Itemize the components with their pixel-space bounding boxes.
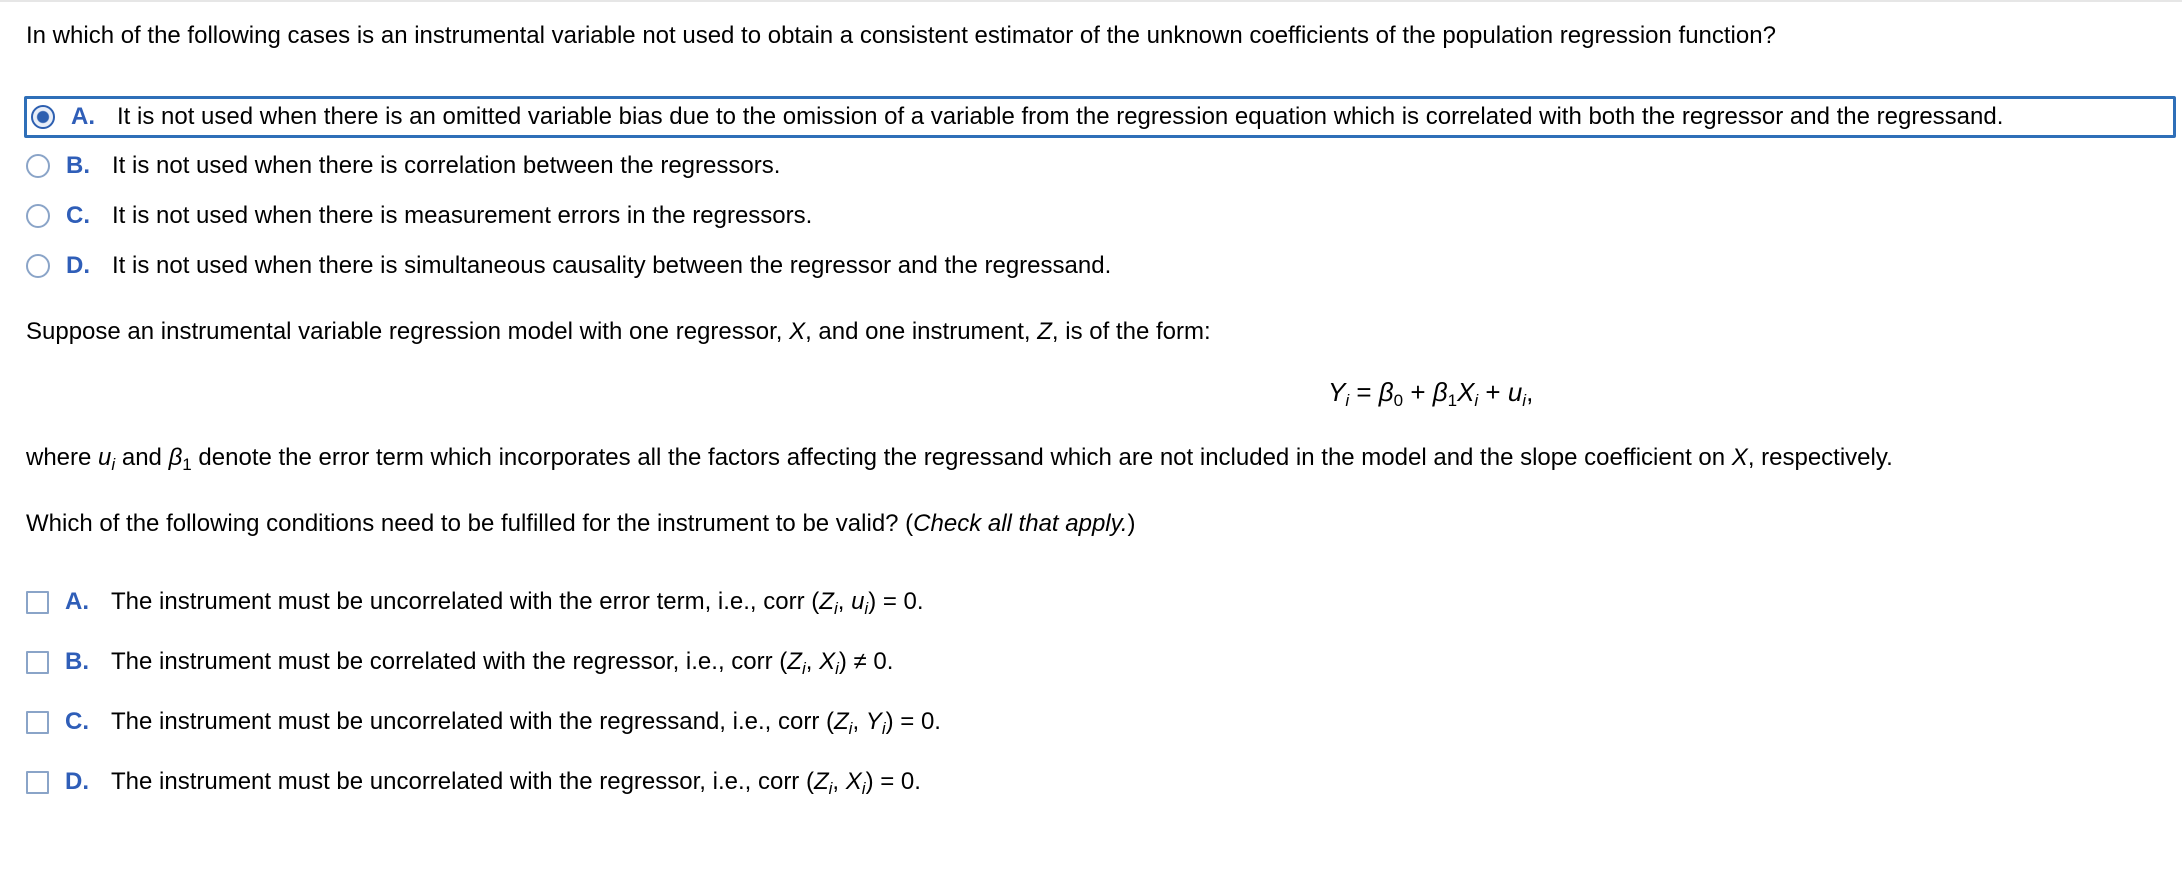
checkbox-icon[interactable] bbox=[26, 651, 49, 674]
option-letter: D. bbox=[65, 768, 89, 795]
q2-option-b[interactable] bbox=[26, 642, 893, 682]
checkbox-icon[interactable] bbox=[26, 771, 49, 794]
option-text: It is not used when there is correlation between the regressors. bbox=[112, 152, 781, 179]
radio-icon[interactable] bbox=[26, 254, 50, 278]
where-text: where $u_i$ and $\beta_1$ denote the error term which incorporates all the factors affecting the regressand which are not included in the model and the slope coefficient on X, respectively. bbox=[26, 444, 1893, 474]
top-divider bbox=[0, 0, 2182, 2]
q2-option-c[interactable] bbox=[26, 702, 941, 742]
q1-option-a[interactable] bbox=[24, 96, 2176, 138]
option-text: It is not used when there is simultaneous causality between the regressor and the regressand. bbox=[112, 252, 1112, 279]
q1-option-d[interactable] bbox=[26, 246, 1111, 286]
radio-icon[interactable] bbox=[26, 154, 50, 178]
q2-option-a[interactable] bbox=[26, 582, 924, 622]
option-text: The instrument must be uncorrelated with the regressand, i.e., corr ($Z_i$, $Y_i) = 0$. bbox=[111, 708, 941, 738]
q1-option-b[interactable] bbox=[26, 146, 780, 186]
radio-icon[interactable] bbox=[26, 204, 50, 228]
option-letter: A. bbox=[65, 588, 89, 615]
option-letter: A. bbox=[71, 103, 95, 130]
checkbox-icon[interactable] bbox=[26, 591, 49, 614]
option-text: The instrument must be uncorrelated with the error term, i.e., corr ($Z_i$, $u_i) = 0$. bbox=[111, 588, 924, 618]
model-intro-text: Suppose an instrumental variable regression model with one regressor, X, and one instrument, Z, is of the form: bbox=[26, 318, 1211, 345]
option-letter: C. bbox=[65, 708, 89, 735]
question-2-text: Which of the following conditions need to be fulfilled for the instrument to be valid? (Check all that apply.) bbox=[26, 510, 1136, 537]
question-1-text: In which of the following cases is an instrumental variable not used to obtain a consistent estimator of the unknown coefficients of the population regression function? bbox=[26, 22, 1776, 49]
radio-selected-icon[interactable] bbox=[31, 105, 55, 129]
option-text: It is not used when there is measurement errors in the regressors. bbox=[112, 202, 813, 229]
option-letter: C. bbox=[66, 202, 90, 229]
q2-option-d[interactable] bbox=[26, 762, 921, 802]
checkbox-icon[interactable] bbox=[26, 711, 49, 734]
option-letter: B. bbox=[66, 152, 90, 179]
option-text: It is not used when there is an omitted variable bias due to the omission of a variable from the regression equation which is correlated with both the regressor and the regressand. bbox=[117, 103, 2004, 130]
q1-option-c[interactable] bbox=[26, 196, 812, 236]
option-letter: B. bbox=[65, 648, 89, 675]
option-letter: D. bbox=[66, 252, 90, 279]
option-text: The instrument must be correlated with the regressor, i.e., corr ($Z_i$, $X_i) \ne 0$. bbox=[111, 648, 894, 678]
option-text: The instrument must be uncorrelated with the regressor, i.e., corr ($Z_i$, $X_i) = 0$. bbox=[111, 768, 921, 798]
regression-equation: $Y_i = \beta_0 + \beta_1X_i + u_i$, bbox=[1328, 377, 1534, 410]
